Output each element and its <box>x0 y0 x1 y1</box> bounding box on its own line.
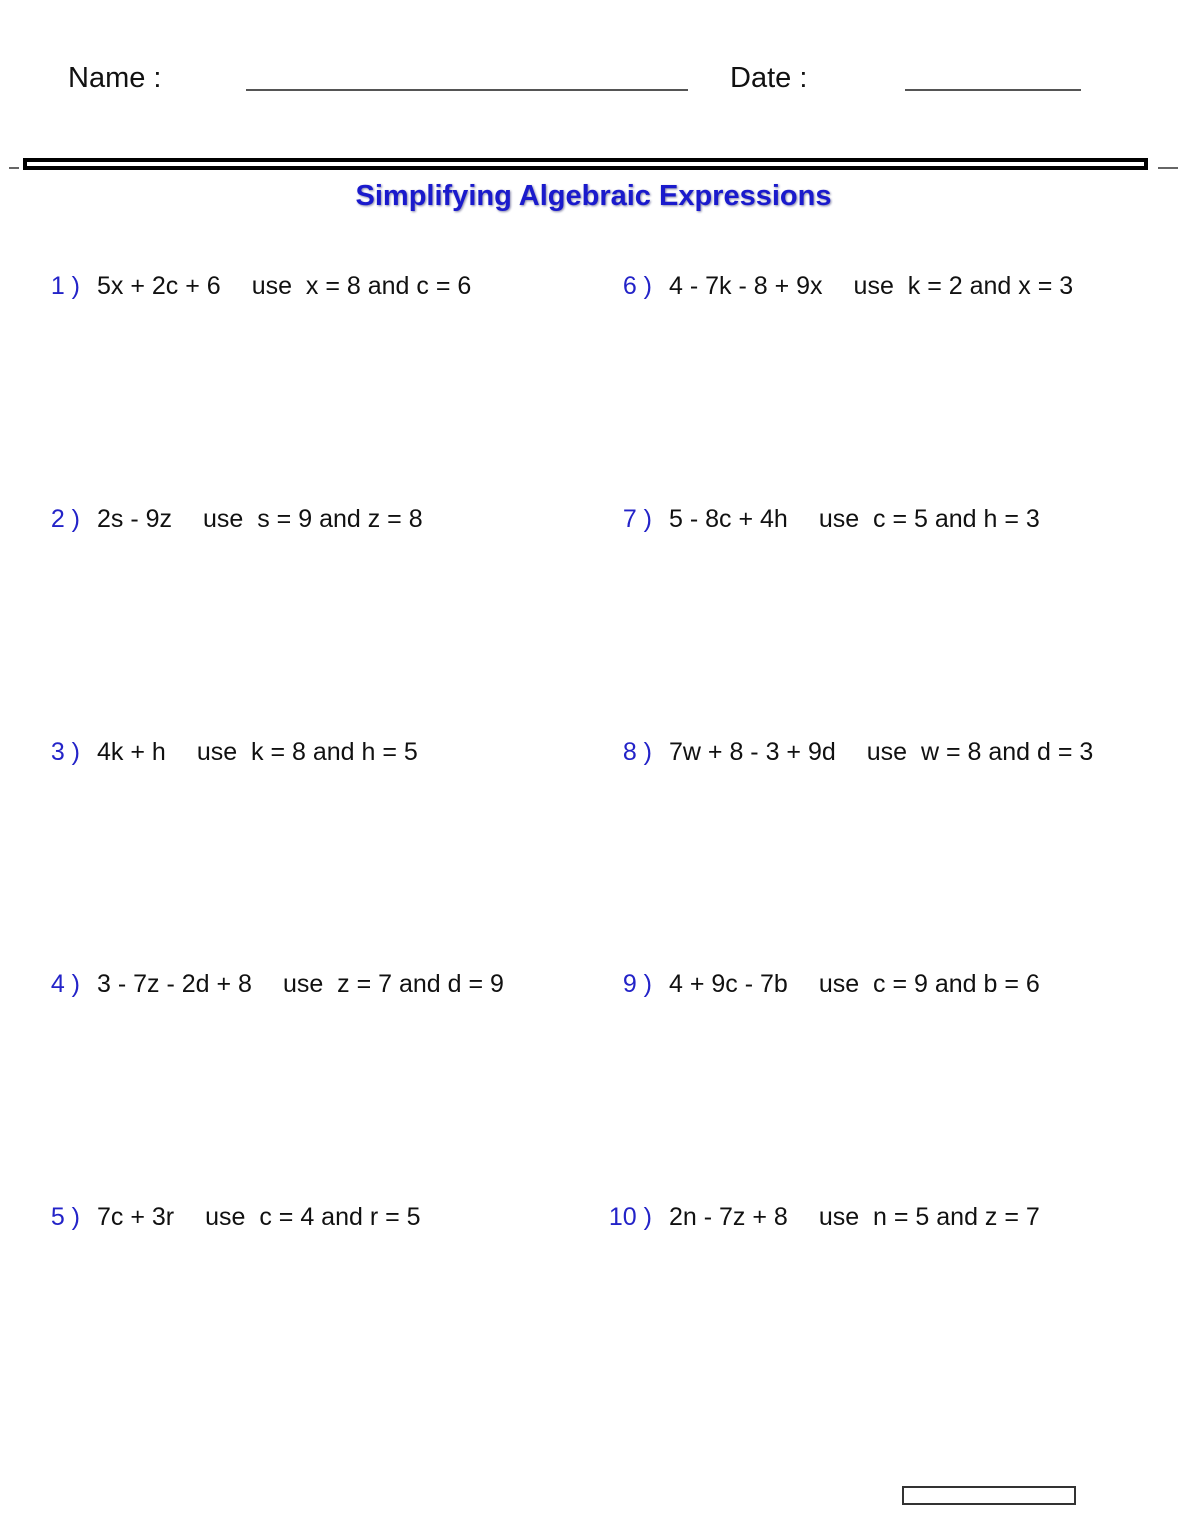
problem-instruction: use n = 5 and z = 7 <box>818 1203 1040 1231</box>
problem-number: 5 ) <box>50 1203 80 1231</box>
problem-number: 6 ) <box>622 272 652 300</box>
right-edge-tick <box>1158 167 1178 169</box>
problem-expression: 3 - 7z - 2d + 8 <box>97 970 252 998</box>
score-box[interactable] <box>902 1486 1076 1505</box>
problem-number: 10 ) <box>608 1203 652 1231</box>
problem-expression: 2s - 9z <box>97 505 173 533</box>
problem-instruction: use c = 4 and r = 5 <box>205 1203 421 1231</box>
problem-instruction: use x = 8 and c = 6 <box>251 272 472 300</box>
problem-instruction: use z = 7 and d = 9 <box>282 970 504 998</box>
worksheet-title: Simplifying Algebraic Expressions <box>355 180 832 212</box>
problem-instruction: use k = 2 and x = 3 <box>853 272 1074 300</box>
problem-5 <box>0 1202 421 1232</box>
problem-number: 4 ) <box>50 970 80 998</box>
left-edge-tick <box>9 167 19 169</box>
problem-10 <box>600 1202 1040 1232</box>
problem-instruction: use s = 9 and z = 8 <box>203 505 423 533</box>
name-label: Name : <box>68 62 162 94</box>
date-blank-line[interactable] <box>905 89 1081 91</box>
problem-3 <box>0 737 418 767</box>
problem-number: 9 ) <box>622 970 652 998</box>
problem-instruction: use k = 8 and h = 5 <box>196 738 418 766</box>
problem-number: 3 ) <box>50 738 80 766</box>
problem-expression: 5 - 8c + 4h <box>669 505 788 533</box>
problem-expression: 2n - 7z + 8 <box>669 1203 788 1231</box>
problem-number: 1 ) <box>50 272 80 300</box>
problem-expression: 4 + 9c - 7b <box>669 970 788 998</box>
date-label: Date : <box>730 62 808 94</box>
problem-7 <box>600 504 1040 534</box>
problem-instruction: use c = 9 and b = 6 <box>818 970 1040 998</box>
problem-9 <box>600 969 1040 999</box>
problem-instruction: use w = 8 and d = 3 <box>866 738 1094 766</box>
name-blank-line[interactable] <box>246 89 688 91</box>
problem-instruction: use c = 5 and h = 3 <box>818 505 1040 533</box>
problem-2 <box>0 504 423 534</box>
problem-number: 7 ) <box>622 505 652 533</box>
problem-expression: 5x + 2c + 6 <box>97 272 221 300</box>
problem-expression: 7c + 3r <box>97 1203 175 1231</box>
problem-expression: 4k + h <box>97 738 166 766</box>
problem-4 <box>0 969 504 999</box>
problem-expression: 7w + 8 - 3 + 9d <box>669 738 836 766</box>
problem-1 <box>0 271 471 301</box>
problem-6 <box>600 271 1073 301</box>
problem-8 <box>600 737 1093 767</box>
problem-number: 2 ) <box>50 505 80 533</box>
problem-expression: 4 - 7k - 8 + 9x <box>669 272 823 300</box>
title-divider-bar <box>23 158 1148 170</box>
problem-number: 8 ) <box>622 738 652 766</box>
